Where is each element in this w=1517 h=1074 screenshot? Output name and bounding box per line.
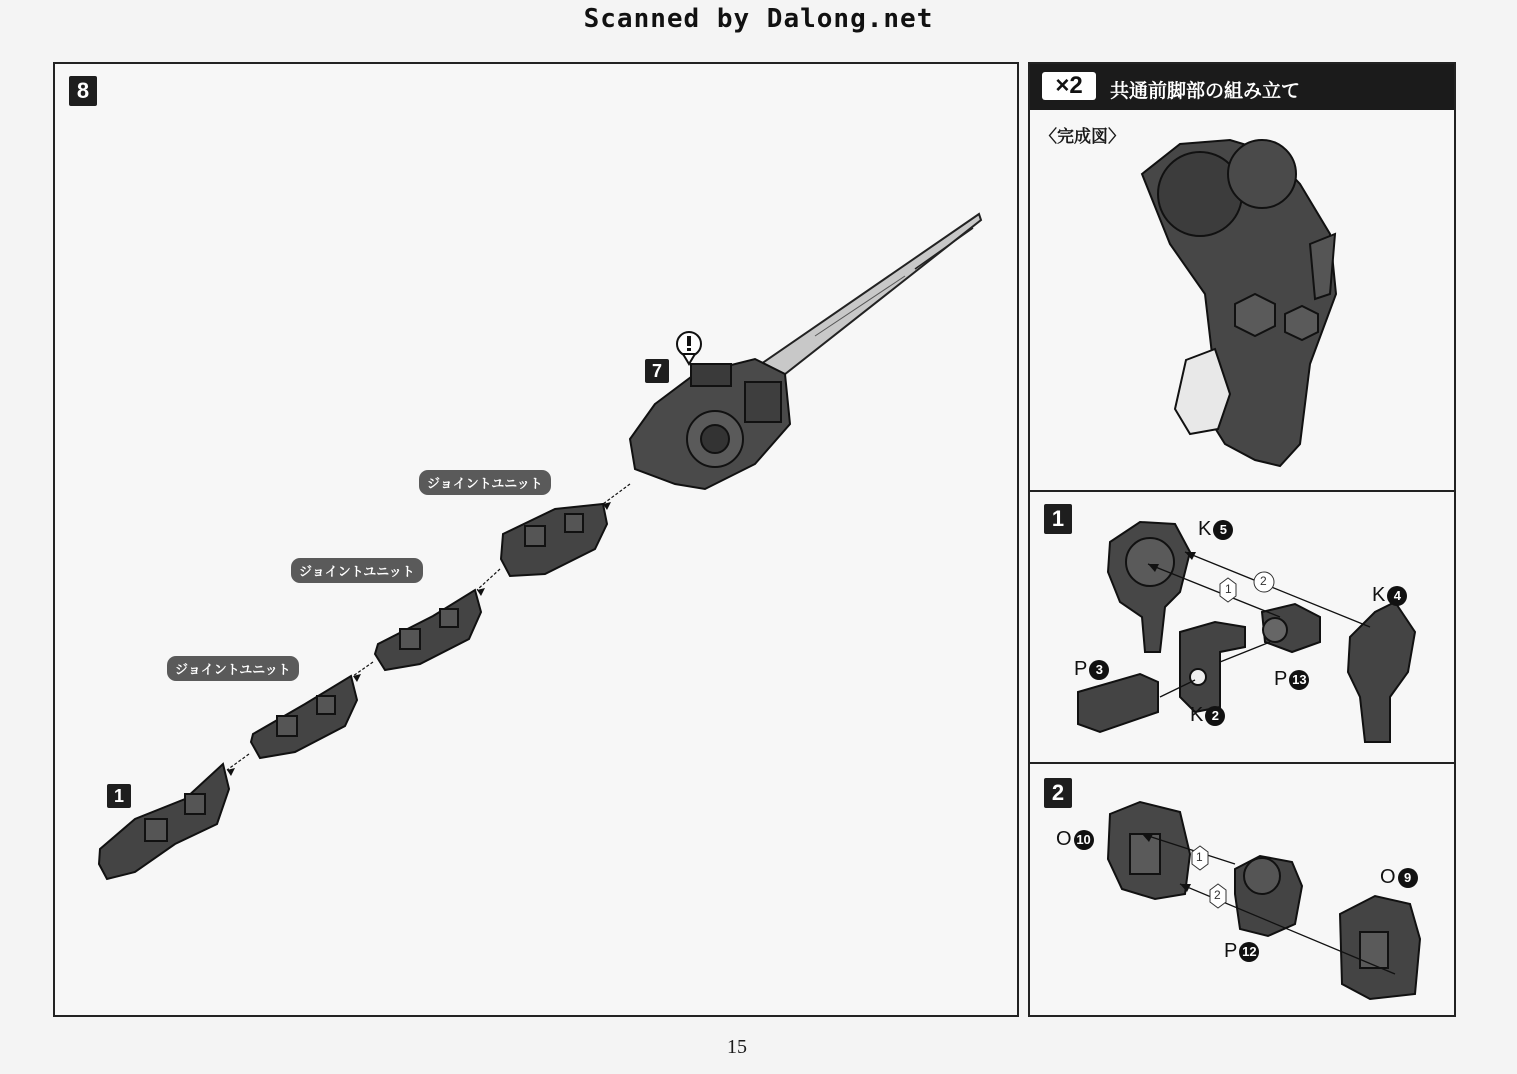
completed-figure-panel: [1028, 62, 1456, 492]
main-step-panel: [53, 62, 1019, 1017]
lance-blade-illustration: [55, 64, 1021, 1019]
section-title: 共通前脚部の組み立て: [1110, 80, 1301, 102]
part-label-o10: O 10: [1056, 828, 1094, 851]
scan-banner: Scanned by Dalong.net: [583, 4, 934, 34]
completed-leg-illustration: [1030, 64, 1458, 494]
part-label-p3: P 3: [1074, 658, 1109, 681]
step-1-order-1: 1: [1225, 582, 1232, 596]
assembly-step-1-panel: [1028, 490, 1456, 764]
part-label-k4: K 4: [1372, 584, 1407, 607]
step-2-order-1: 1: [1196, 850, 1203, 864]
part-label-p12: P 12: [1224, 940, 1259, 963]
step-1-parts-illustration: [1030, 492, 1458, 766]
part-label-k2: K 2: [1190, 704, 1225, 727]
part-label-k5: K 5: [1198, 518, 1233, 541]
sub-step-1-badge: 1: [107, 784, 131, 808]
exclamation-icon: [677, 332, 701, 364]
completed-label: 〈完成図〉: [1040, 127, 1125, 147]
step-2-parts-illustration: [1030, 764, 1458, 1019]
part-1-assembly: [99, 764, 229, 879]
joint-unit-label-1: ジョイントユニット: [419, 470, 551, 495]
part-label-o9: O 9: [1380, 866, 1418, 889]
step-2-order-2: 2: [1214, 888, 1221, 902]
page-number: 15: [727, 1036, 747, 1058]
joint-unit-3: [251, 676, 357, 758]
multiplier-badge: ×2: [1042, 72, 1096, 100]
sub-step-7-badge: 7: [645, 359, 669, 383]
joint-unit-label-2: ジョイントユニット: [291, 558, 423, 583]
step-1-badge: 1: [1044, 504, 1072, 534]
step-1-order-2: 2: [1260, 574, 1267, 588]
part-label-p13: P 13: [1274, 668, 1309, 691]
step-number-badge: 8: [69, 76, 97, 106]
joint-unit-1: [501, 504, 607, 576]
joint-unit-2: [375, 590, 481, 670]
assembly-step-2-panel: [1028, 762, 1456, 1017]
joint-unit-label-3: ジョイントユニット: [167, 656, 299, 681]
step-2-badge: 2: [1044, 778, 1072, 808]
